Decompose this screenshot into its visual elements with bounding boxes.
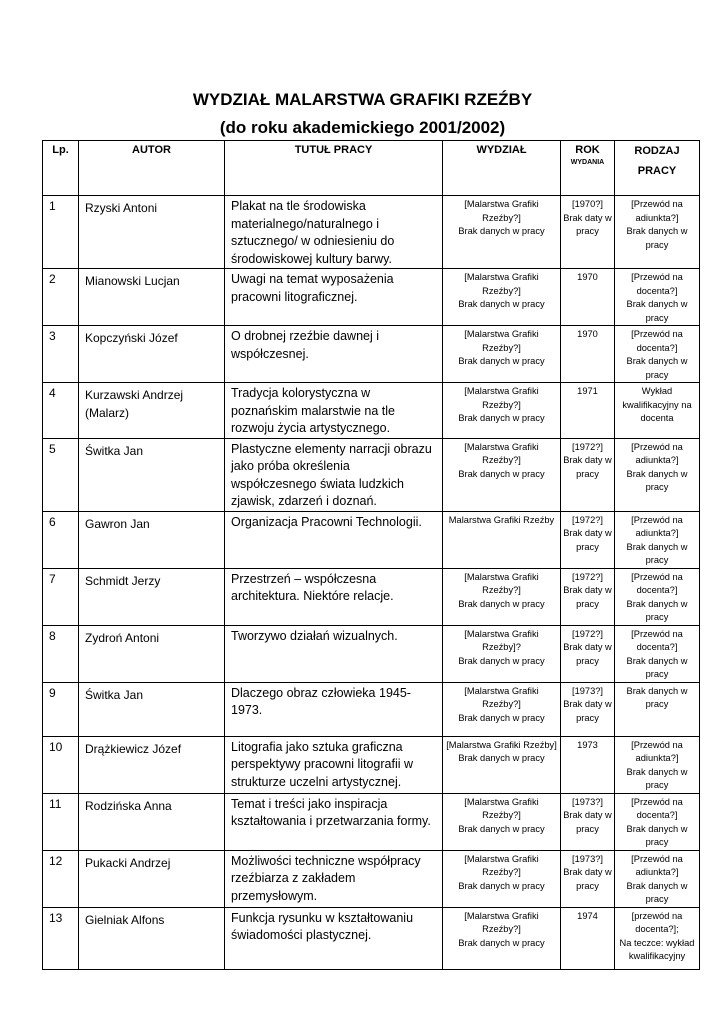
works-table	[42, 140, 700, 970]
cell-rok: 1973	[561, 736, 615, 793]
cell-lp: 4	[43, 383, 79, 439]
cell-autor: Drążkiewicz Józef	[79, 736, 225, 793]
cell-tytul: Tworzywo działań wizualnych.	[225, 625, 443, 682]
cell-lp: 7	[43, 568, 79, 625]
table-row	[43, 793, 700, 850]
table-row	[43, 326, 700, 383]
cell-rok: [1973?] Brak daty w pracy	[561, 682, 615, 736]
cell-lp: 13	[43, 907, 79, 969]
cell-wydzial: [Malarstwa Grafiki Rzeźby]? Brak danych w pracy	[443, 625, 561, 682]
cell-rodzaj: [Przewód na docenta?] Brak danych w pracy	[615, 568, 700, 625]
cell-tytul: Funkcja rysunku w kształtowaniu świadomości plastycznej.	[225, 907, 443, 969]
cell-rodzaj: [Przewód na adiunkta?] Brak danych w pracy	[615, 736, 700, 793]
cell-lp: 10	[43, 736, 79, 793]
cell-autor: Schmidt Jerzy	[79, 568, 225, 625]
cell-autor: Kopczyński Józef	[79, 326, 225, 383]
table-row	[43, 682, 700, 736]
cell-autor: Pukacki Andrzej	[79, 850, 225, 907]
header-rok-label: ROK	[575, 144, 600, 156]
header-wydzial: WYDZIAŁ	[443, 141, 561, 196]
cell-autor: Gielniak Alfons	[79, 907, 225, 969]
cell-wydzial: [Malarstwa Grafiki Rzeźby?] Brak danych w pracy	[443, 568, 561, 625]
header-rodzaj: RODZAJ PRACY	[615, 141, 700, 196]
cell-rodzaj: [Przewód na adiunkta?] Brak danych w pracy	[615, 438, 700, 511]
cell-wydzial: [Malarstwa Grafiki Rzeźby?] Brak danych w pracy	[443, 383, 561, 439]
cell-lp: 9	[43, 682, 79, 736]
cell-autor: Świtka Jan	[79, 438, 225, 511]
cell-wydzial: [Malarstwa Grafiki Rzeźby?] Brak danych w pracy	[443, 269, 561, 326]
cell-rodzaj: Brak danych w pracy	[615, 682, 700, 736]
cell-tytul: Tradycja kolorystyczna w poznańskim malarstwie na tle rozwoju życia artystycznego.	[225, 383, 443, 439]
cell-tytul: Możliwości techniczne współpracy rzeźbiarza z zakładem przemysłowym.	[225, 850, 443, 907]
document-title: WYDZIAŁ MALARSTWA GRAFIKI RZEŹBY	[192, 90, 533, 109]
table-row	[43, 568, 700, 625]
cell-tytul: Przestrzeń – współczesna architektura. Niektóre relacje.	[225, 568, 443, 625]
cell-tytul: Plakat na tle środowiska materialnego/naturalnego i sztucznego/ w odniesieniu do środowiskowej kultury barwy.	[225, 196, 443, 269]
header-rok	[561, 141, 615, 196]
table-row	[43, 907, 700, 969]
cell-lp: 6	[43, 511, 79, 568]
cell-autor: Świtka Jan	[79, 682, 225, 736]
cell-wydzial: Malarstwa Grafiki Rzeźby	[443, 511, 561, 568]
header-tytul: TUTUŁ PRACY	[225, 141, 443, 196]
cell-wydzial: [Malarstwa Grafiki Rzeźby?] Brak danych w pracy	[443, 793, 561, 850]
cell-rok: [1972?] Brak daty w pracy	[561, 625, 615, 682]
cell-rodzaj: [Przewód na adiunkta?] Brak danych w pracy	[615, 850, 700, 907]
table-row	[43, 511, 700, 568]
cell-rok: [1970?] Brak daty w pracy	[561, 196, 615, 269]
cell-rodzaj: [Przewód na docenta?] Brak danych w pracy	[615, 793, 700, 850]
table-row	[43, 736, 700, 793]
table-body	[43, 196, 700, 970]
cell-rok: 1971	[561, 383, 615, 439]
cell-autor: Kurzawski Andrzej (Malarz)	[79, 383, 225, 439]
cell-autor: Zydroń Antoni	[79, 625, 225, 682]
table-row	[43, 269, 700, 326]
cell-tytul: Uwagi na temat wyposażenia pracowni litograficznej.	[225, 269, 443, 326]
header-autor: AUTOR	[79, 141, 225, 196]
cell-rodzaj: [Przewód na docenta?] Brak danych w pracy	[615, 625, 700, 682]
cell-lp: 3	[43, 326, 79, 383]
cell-tytul: Organizacja Pracowni Technologii.	[225, 511, 443, 568]
cell-rok: [1973?] Brak daty w pracy	[561, 793, 615, 850]
table-row	[43, 850, 700, 907]
cell-lp: 1	[43, 196, 79, 269]
cell-autor: Mianowski Lucjan	[79, 269, 225, 326]
cell-rok: [1972?] Brak daty w pracy	[561, 511, 615, 568]
cell-tytul: Temat i treści jako inspiracja kształtowania i przetwarzania formy.	[225, 793, 443, 850]
cell-autor: Rodzińska Anna	[79, 793, 225, 850]
cell-rok: [1972?] Brak daty w pracy	[561, 438, 615, 511]
cell-rok: 1970	[561, 269, 615, 326]
document-subtitle: (do roku akademickiego 2001/2002)	[219, 118, 506, 137]
cell-wydzial: [Malarstwa Grafiki Rzeźby?] Brak danych w pracy	[443, 850, 561, 907]
cell-wydzial: [Malarstwa Grafiki Rzeźby?] Brak danych w pracy	[443, 196, 561, 269]
cell-rodzaj: [Przewód na docenta?] Brak danych w pracy	[615, 269, 700, 326]
cell-rok: [1973?] Brak daty w pracy	[561, 850, 615, 907]
cell-wydzial: [Malarstwa Grafiki Rzeźby?] Brak danych w pracy	[443, 907, 561, 969]
cell-lp: 11	[43, 793, 79, 850]
header-lp: Lp.	[43, 141, 79, 196]
cell-rodzaj: [Przewód na adiunkta?] Brak danych w pracy	[615, 196, 700, 269]
cell-rok: [1972?] Brak daty w pracy	[561, 568, 615, 625]
cell-rodzaj: [Przewód na adiunkta?] Brak danych w pracy	[615, 511, 700, 568]
cell-rodzaj: Wykład kwalifikacyjny na docenta	[615, 383, 700, 439]
cell-wydzial: [Malarstwa Grafiki Rzeźby?] Brak danych w pracy	[443, 326, 561, 383]
cell-autor: Rzyski Antoni	[79, 196, 225, 269]
cell-lp: 12	[43, 850, 79, 907]
cell-rodzaj: [Przewód na docenta?] Brak danych w pracy	[615, 326, 700, 383]
table-row	[43, 196, 700, 269]
cell-tytul: O drobnej rzeźbie dawnej i współczesnej.	[225, 326, 443, 383]
table-row	[43, 625, 700, 682]
table-row	[43, 438, 700, 511]
cell-autor: Gawron Jan	[79, 511, 225, 568]
table-row	[43, 383, 700, 439]
table-header-row	[43, 141, 700, 196]
cell-rodzaj: [przewód na docenta?]; Na teczce: wykład kwalifikacyjny	[615, 907, 700, 969]
cell-rok: 1970	[561, 326, 615, 383]
cell-wydzial: [Malarstwa Grafiki Rzeźby] Brak danych w pracy	[443, 736, 561, 793]
cell-wydzial: [Malarstwa Grafiki Rzeźby?] Brak danych w pracy	[443, 438, 561, 511]
header-rok-sub: WYDANIA	[570, 159, 605, 166]
cell-wydzial: [Malarstwa Grafiki Rzeźby?] Brak danych w pracy	[443, 682, 561, 736]
cell-tytul: Plastyczne elementy narracji obrazu jako próba określenia współczesnego świata ludzkich zjawisk, zdarzeń i doznań.	[225, 438, 443, 511]
cell-rok: 1974	[561, 907, 615, 969]
cell-tytul: Litografia jako sztuka graficzna perspektywy pracowni litografii w strukturze uczelni artystycznej.	[225, 736, 443, 793]
cell-lp: 5	[43, 438, 79, 511]
cell-lp: 2	[43, 269, 79, 326]
cell-tytul: Dlaczego obraz człowieka 1945-1973.	[225, 682, 443, 736]
cell-lp: 8	[43, 625, 79, 682]
